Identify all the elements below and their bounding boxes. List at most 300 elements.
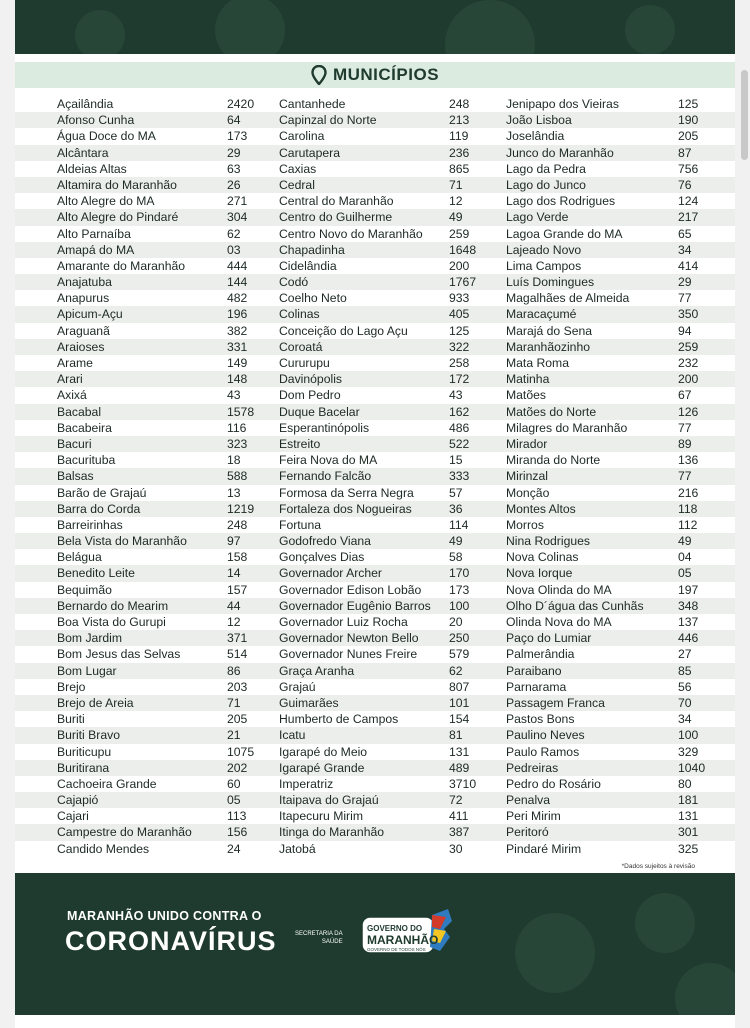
secretaria-label — [295, 930, 343, 946]
case-count: 190 — [678, 113, 699, 128]
table-row — [15, 306, 735, 322]
gov-line2: MARANHÃO — [367, 933, 439, 947]
municipality-name: Imperatriz — [279, 776, 334, 791]
case-count: 248 — [449, 97, 470, 111]
case-count: 482 — [227, 291, 248, 306]
case-count: 72 — [449, 793, 463, 808]
municipality-name: Olinda Nova do MA — [506, 615, 612, 629]
municipality-name: Mirinzal — [506, 469, 548, 484]
case-count: 217 — [678, 210, 699, 225]
table-row — [15, 760, 735, 776]
case-count: 77 — [678, 420, 692, 435]
municipality-name: Luís Domingues — [506, 275, 595, 290]
case-count: 34 — [678, 712, 692, 727]
municipality-name: Esperantinópolis — [279, 420, 370, 435]
case-count: 60 — [227, 776, 241, 791]
case-count: 67 — [678, 388, 692, 403]
table-row — [15, 226, 735, 242]
municipality-name: Lagoa Grande do MA — [506, 226, 623, 241]
case-count: 865 — [449, 161, 470, 176]
municipality-name: Carutapera — [279, 145, 340, 160]
case-count: 100 — [449, 598, 470, 613]
case-count: 137 — [678, 615, 699, 629]
case-count: 15 — [449, 453, 463, 468]
table-row — [15, 387, 735, 403]
footnote: *Dados sujeitos à revisão — [621, 863, 695, 870]
case-count: 44 — [227, 598, 241, 613]
case-count: 29 — [227, 145, 241, 160]
case-count: 03 — [227, 242, 241, 257]
table-row — [15, 776, 735, 792]
case-count: 18 — [227, 453, 241, 468]
municipality-name: Magalhães de Almeida — [506, 291, 630, 306]
case-count: 13 — [227, 485, 241, 500]
case-count: 76 — [678, 177, 692, 192]
table-row — [15, 630, 735, 646]
municipality-name: Paulino Neves — [506, 728, 585, 743]
case-count: 100 — [678, 728, 699, 743]
case-count: 119 — [449, 129, 469, 144]
municipality-name: Marajá do Sena — [506, 323, 593, 338]
municipality-name: Coelho Neto — [279, 291, 347, 306]
table-row — [15, 711, 735, 727]
case-count: 205 — [678, 129, 699, 144]
case-count: 588 — [227, 469, 248, 484]
municipality-name: Mirador — [506, 436, 548, 451]
case-count: 444 — [227, 258, 248, 273]
municipality-name: Apicum-Açu — [57, 307, 123, 322]
case-count: 85 — [678, 663, 692, 678]
case-count: 181 — [678, 793, 699, 808]
case-count: 36 — [449, 501, 463, 516]
table-row — [15, 371, 735, 387]
gov-line3: GOVERNO DE TODOS NÓS — [367, 947, 426, 952]
municipality-name: Governador Edison Lobão — [279, 582, 422, 597]
case-count: 371 — [227, 631, 248, 646]
municipality-name: Matões — [506, 388, 546, 403]
virus-decoration — [625, 5, 675, 54]
case-count: 411 — [449, 809, 469, 824]
case-count: 323 — [227, 436, 248, 451]
municipality-name: Água Doce do MA — [57, 129, 156, 144]
municipality-name: Graça Aranha — [279, 663, 355, 678]
municipality-name: Barão de Grajaú — [57, 485, 147, 500]
case-count: 489 — [449, 760, 470, 775]
case-count: 1219 — [227, 501, 255, 516]
table-row — [15, 145, 735, 161]
municipality-name: Campestre do Maranhão — [57, 825, 192, 840]
table-row — [15, 614, 735, 630]
municipality-name: Fernando Falcão — [279, 469, 372, 484]
municipality-name: Icatu — [279, 728, 306, 743]
municipality-name: Lago da Pedra — [506, 161, 586, 176]
table-row — [15, 258, 735, 274]
municipality-name: Joselândia — [506, 129, 565, 144]
municipality-name: Buritirana — [57, 760, 110, 775]
municipality-name: Carolina — [279, 129, 325, 144]
table-row — [15, 177, 735, 193]
municipality-name: Miranda do Norte — [506, 453, 601, 468]
case-count: 205 — [227, 712, 248, 727]
municipality-name: Peritoró — [506, 825, 549, 840]
case-count: 196 — [227, 307, 248, 322]
case-count: 3710 — [449, 776, 477, 791]
municipality-name: Cajari — [57, 809, 89, 824]
virus-decoration — [75, 10, 125, 54]
municipality-name: Passagem Franca — [506, 695, 605, 710]
case-count: 173 — [227, 129, 248, 144]
table-row — [15, 420, 735, 436]
municipality-name: Brejo — [57, 679, 86, 694]
municipality-name: Arari — [57, 372, 83, 387]
case-count: 24 — [227, 841, 241, 856]
municipality-name: Pedreiras — [506, 760, 559, 775]
case-count: 387 — [449, 825, 470, 840]
case-count: 87 — [678, 145, 692, 160]
case-count: 2420 — [227, 97, 255, 111]
case-count: 131 — [678, 809, 699, 824]
table-row — [15, 193, 735, 209]
municipality-name: Governador Nunes Freire — [279, 647, 418, 662]
case-count: 157 — [227, 582, 248, 597]
case-count: 325 — [678, 841, 699, 856]
case-count: 62 — [227, 226, 241, 241]
municipality-name: Benedito Leite — [57, 566, 135, 581]
case-count: 56 — [678, 679, 692, 694]
case-count: 200 — [678, 372, 699, 387]
case-count: 156 — [227, 825, 248, 840]
footer-banner — [15, 873, 735, 1015]
municipality-name: Feira Nova do MA — [279, 453, 378, 468]
case-count: 71 — [449, 177, 463, 192]
table-row — [15, 323, 735, 339]
case-count: 301 — [678, 825, 699, 840]
municipality-name: Aldeias Altas — [57, 161, 127, 176]
municipality-name: Nova Colinas — [506, 550, 579, 565]
municipality-name: Igarapé do Meio — [279, 744, 368, 759]
municipality-name: Amarante do Maranhão — [57, 258, 186, 273]
case-count: 807 — [449, 679, 470, 694]
municipality-name: Bacabeira — [57, 420, 112, 435]
municipality-name: Dom Pedro — [279, 388, 341, 403]
case-count: 331 — [227, 339, 248, 354]
case-count: 26 — [227, 177, 241, 192]
case-count: 173 — [449, 582, 470, 597]
municipality-name: Buriticupu — [57, 744, 112, 759]
municipality-name: Centro Novo do Maranhão — [279, 226, 423, 241]
case-count: 126 — [678, 404, 699, 419]
case-count: 101 — [449, 695, 470, 710]
municipality-name: Alto Alegre do Pindaré — [57, 210, 179, 225]
case-count: 118 — [678, 501, 698, 516]
municipality-name: Jatobá — [279, 841, 316, 856]
case-count: 12 — [449, 194, 463, 209]
case-count: 232 — [678, 356, 699, 370]
case-count: 348 — [678, 598, 699, 613]
municipality-name: Buriti Bravo — [57, 728, 120, 743]
table-row — [15, 355, 735, 371]
municipality-name: Afonso Cunha — [57, 113, 135, 128]
table-row — [15, 404, 735, 420]
municipality-name: Araguanã — [57, 323, 110, 338]
municipality-name: Lago dos Rodrigues — [506, 194, 616, 209]
municipality-name: Araioses — [57, 339, 105, 354]
table-row — [15, 598, 735, 614]
table-row — [15, 209, 735, 225]
municipality-name: Itaipava do Grajaú — [279, 793, 379, 808]
top-banner — [15, 0, 735, 54]
case-count: 34 — [678, 242, 692, 257]
case-count: 522 — [449, 436, 470, 451]
case-count: 1578 — [227, 404, 255, 419]
municipality-name: Colinas — [279, 307, 320, 322]
municipality-name: Fortuna — [279, 517, 322, 532]
municipality-name: Alcântara — [57, 145, 109, 160]
case-count: 213 — [449, 113, 470, 128]
municipality-name: Montes Altos — [506, 501, 576, 516]
municipality-name: Guimarães — [279, 695, 339, 710]
case-count: 80 — [678, 776, 692, 791]
case-count: 756 — [678, 161, 699, 176]
municipality-name: Coroatá — [279, 339, 323, 354]
table-row — [15, 727, 735, 743]
municipality-name: Mata Roma — [506, 356, 569, 370]
case-count: 154 — [449, 712, 470, 727]
case-count: 70 — [678, 695, 692, 710]
municipality-name: Centro do Guilherme — [279, 210, 393, 225]
municipality-name: Fortaleza dos Nogueiras — [279, 501, 412, 516]
case-count: 89 — [678, 436, 692, 451]
case-count: 200 — [449, 258, 470, 273]
municipality-name: Axixá — [57, 388, 87, 403]
case-count: 125 — [678, 97, 699, 111]
municipality-name: Itinga do Maranhão — [279, 825, 385, 840]
table-row — [15, 128, 735, 144]
municipality-name: Bacabal — [57, 404, 102, 419]
municipality-name: Nova Iorque — [506, 566, 573, 581]
case-count: 414 — [678, 258, 699, 273]
case-count: 94 — [678, 323, 692, 338]
case-count: 49 — [678, 534, 692, 549]
table-row — [15, 339, 735, 355]
municipality-name: Godofredo Viana — [279, 534, 371, 549]
municipality-name: Anajatuba — [57, 275, 112, 290]
municipality-name: Codó — [279, 275, 309, 290]
case-count: 149 — [227, 356, 248, 370]
municipality-name: Bom Jardim — [57, 631, 123, 646]
case-count: 63 — [227, 161, 241, 176]
municipality-name: Cajapió — [57, 793, 99, 808]
case-count: 158 — [227, 550, 248, 565]
municipality-name: João Lisboa — [506, 113, 572, 128]
municipality-name: Belágua — [57, 550, 102, 565]
case-count: 97 — [227, 534, 241, 549]
case-count: 04 — [678, 550, 692, 565]
table-row — [15, 274, 735, 290]
municipalities-table — [15, 96, 735, 857]
case-count: 65 — [678, 226, 692, 241]
page-title: MUNICÍPIOS — [332, 65, 440, 84]
virus-decoration — [445, 0, 535, 54]
case-count: 236 — [449, 145, 470, 160]
municipality-name: Formosa da Serra Negra — [279, 485, 414, 500]
table-row — [15, 485, 735, 501]
municipality-name: Junco do Maranhão — [506, 145, 614, 160]
municipality-name: Penalva — [506, 793, 551, 808]
table-row — [15, 517, 735, 533]
municipality-name: Bequimão — [57, 582, 112, 597]
municipality-name: Jenipapo dos Vieiras — [506, 97, 619, 111]
municipality-name: Nova Olinda do MA — [506, 582, 612, 597]
municipality-name: Açailândia — [57, 97, 114, 111]
virus-decoration — [515, 913, 595, 993]
table-row — [15, 841, 735, 857]
table-row — [15, 452, 735, 468]
case-count: 77 — [678, 291, 692, 306]
table-row — [15, 582, 735, 598]
municipality-name: Duque Bacelar — [279, 404, 360, 419]
case-count: 05 — [227, 793, 241, 808]
municipality-name: Bernardo do Mearim — [57, 598, 169, 613]
municipality-name: Matões do Norte — [506, 404, 597, 419]
table-row — [15, 242, 735, 258]
municipality-name: Conceição do Lago Açu — [279, 323, 408, 338]
municipality-name: Morros — [506, 517, 544, 532]
case-count: 43 — [227, 388, 241, 403]
scrollbar[interactable] — [741, 70, 748, 160]
case-count: 136 — [678, 453, 699, 468]
case-count: 43 — [449, 388, 463, 403]
case-count: 350 — [678, 307, 699, 322]
case-count: 113 — [227, 809, 247, 824]
table-row — [15, 533, 735, 549]
municipality-name: Humberto de Campos — [279, 712, 399, 727]
municipality-name: Governador Eugênio Barros — [279, 598, 431, 613]
location-pin-icon — [311, 65, 327, 85]
case-count: 202 — [227, 760, 248, 775]
municipality-name: Alto Alegre do MA — [57, 194, 155, 209]
municipality-name: Parnarama — [506, 679, 567, 694]
case-count: 197 — [678, 582, 699, 597]
municipality-name: Central do Maranhão — [279, 194, 394, 209]
case-count: 30 — [449, 841, 463, 856]
case-count: 405 — [449, 307, 470, 322]
municipality-name: Lago Verde — [506, 210, 569, 225]
case-count: 20 — [449, 615, 463, 629]
case-count: 1767 — [449, 275, 477, 290]
table-row — [15, 468, 735, 484]
case-count: 1075 — [227, 744, 255, 759]
case-count: 77 — [678, 469, 692, 484]
secretaria-line1: SECRETARIA DA — [295, 931, 343, 937]
case-count: 162 — [449, 404, 470, 419]
municipality-name: Anapurus — [57, 291, 110, 306]
municipality-name: Candido Mendes — [57, 841, 150, 856]
case-count: 322 — [449, 339, 470, 354]
municipality-name: Davinópolis — [279, 372, 343, 387]
municipality-name: Caxias — [279, 161, 317, 176]
table-row — [15, 695, 735, 711]
municipality-name: Bela Vista do Maranhão — [57, 534, 187, 549]
municipality-name: Arame — [57, 356, 93, 370]
table-row — [15, 290, 735, 306]
case-count: 446 — [678, 631, 699, 646]
municipality-name: Paraibano — [506, 663, 562, 678]
municipality-name: Boa Vista do Gurupi — [57, 615, 166, 629]
secretaria-line2: SAÚDE — [321, 939, 343, 945]
municipality-name: Monção — [506, 485, 550, 500]
table-row — [15, 549, 735, 565]
municipality-name: Buriti — [57, 712, 85, 727]
case-count: 124 — [678, 194, 699, 209]
municipality-name: Barreirinhas — [57, 517, 123, 532]
case-count: 250 — [449, 631, 470, 646]
municipality-name: Cidelândia — [279, 258, 337, 273]
municipality-name: Bom Jesus das Selvas — [57, 647, 181, 662]
case-count: 57 — [449, 485, 463, 500]
case-count: 112 — [678, 517, 698, 532]
case-count: 258 — [449, 356, 470, 370]
municipality-name: Itapecuru Mirim — [279, 809, 363, 824]
case-count: 49 — [449, 534, 463, 549]
municipality-name: Governador Newton Bello — [279, 631, 419, 646]
municipality-name: Lago do Junco — [506, 177, 586, 192]
municipality-name: Gonçalves Dias — [279, 550, 365, 565]
case-count: 933 — [449, 291, 470, 306]
municipality-name: Cururupu — [279, 356, 330, 370]
table-row — [15, 436, 735, 452]
municipality-name: Alto Parnaíba — [57, 226, 131, 241]
municipality-name: Maracaçumé — [506, 307, 577, 322]
case-count: 259 — [449, 226, 470, 241]
municipality-name: Amapá do MA — [57, 242, 135, 257]
municipality-name: Altamira do Maranhão — [57, 177, 177, 192]
case-count: 64 — [227, 113, 241, 128]
case-count: 216 — [678, 485, 699, 500]
municipality-name: Pedro do Rosário — [506, 776, 601, 791]
municipality-name: Barra do Corda — [57, 501, 141, 516]
case-count: 12 — [227, 615, 241, 629]
municipality-name: Governador Luiz Rocha — [279, 615, 408, 629]
municipality-name: Cedral — [279, 177, 315, 192]
municipality-name: Bom Lugar — [57, 663, 117, 678]
table-row — [15, 646, 735, 662]
municipality-name: Estreito — [279, 436, 321, 451]
case-count: 62 — [449, 663, 463, 678]
case-count: 382 — [227, 323, 248, 338]
case-count: 144 — [227, 275, 248, 290]
case-count: 131 — [449, 744, 470, 759]
municipality-name: Paulo Ramos — [506, 744, 580, 759]
municipality-name: Bacurituba — [57, 453, 116, 468]
municipality-name: Matinha — [506, 372, 550, 387]
municipality-name: Cantanhede — [279, 97, 346, 111]
municipality-name: Palmerândia — [506, 647, 575, 662]
case-count: 05 — [678, 566, 692, 581]
case-count: 271 — [227, 194, 248, 209]
table-row — [15, 565, 735, 581]
case-count: 259 — [678, 339, 699, 354]
municipality-name: Grajaú — [279, 679, 316, 694]
case-count: 116 — [227, 420, 247, 435]
table-row — [15, 679, 735, 695]
slogan-line2: CORONAVÍRUS — [65, 926, 277, 956]
bulletin-page — [15, 0, 735, 1028]
municipality-name: Nina Rodrigues — [506, 534, 591, 549]
municipality-name: Chapadinha — [279, 242, 345, 257]
municipality-name: Igarapé Grande — [279, 760, 365, 775]
municipality-name: Brejo de Areia — [57, 695, 134, 710]
